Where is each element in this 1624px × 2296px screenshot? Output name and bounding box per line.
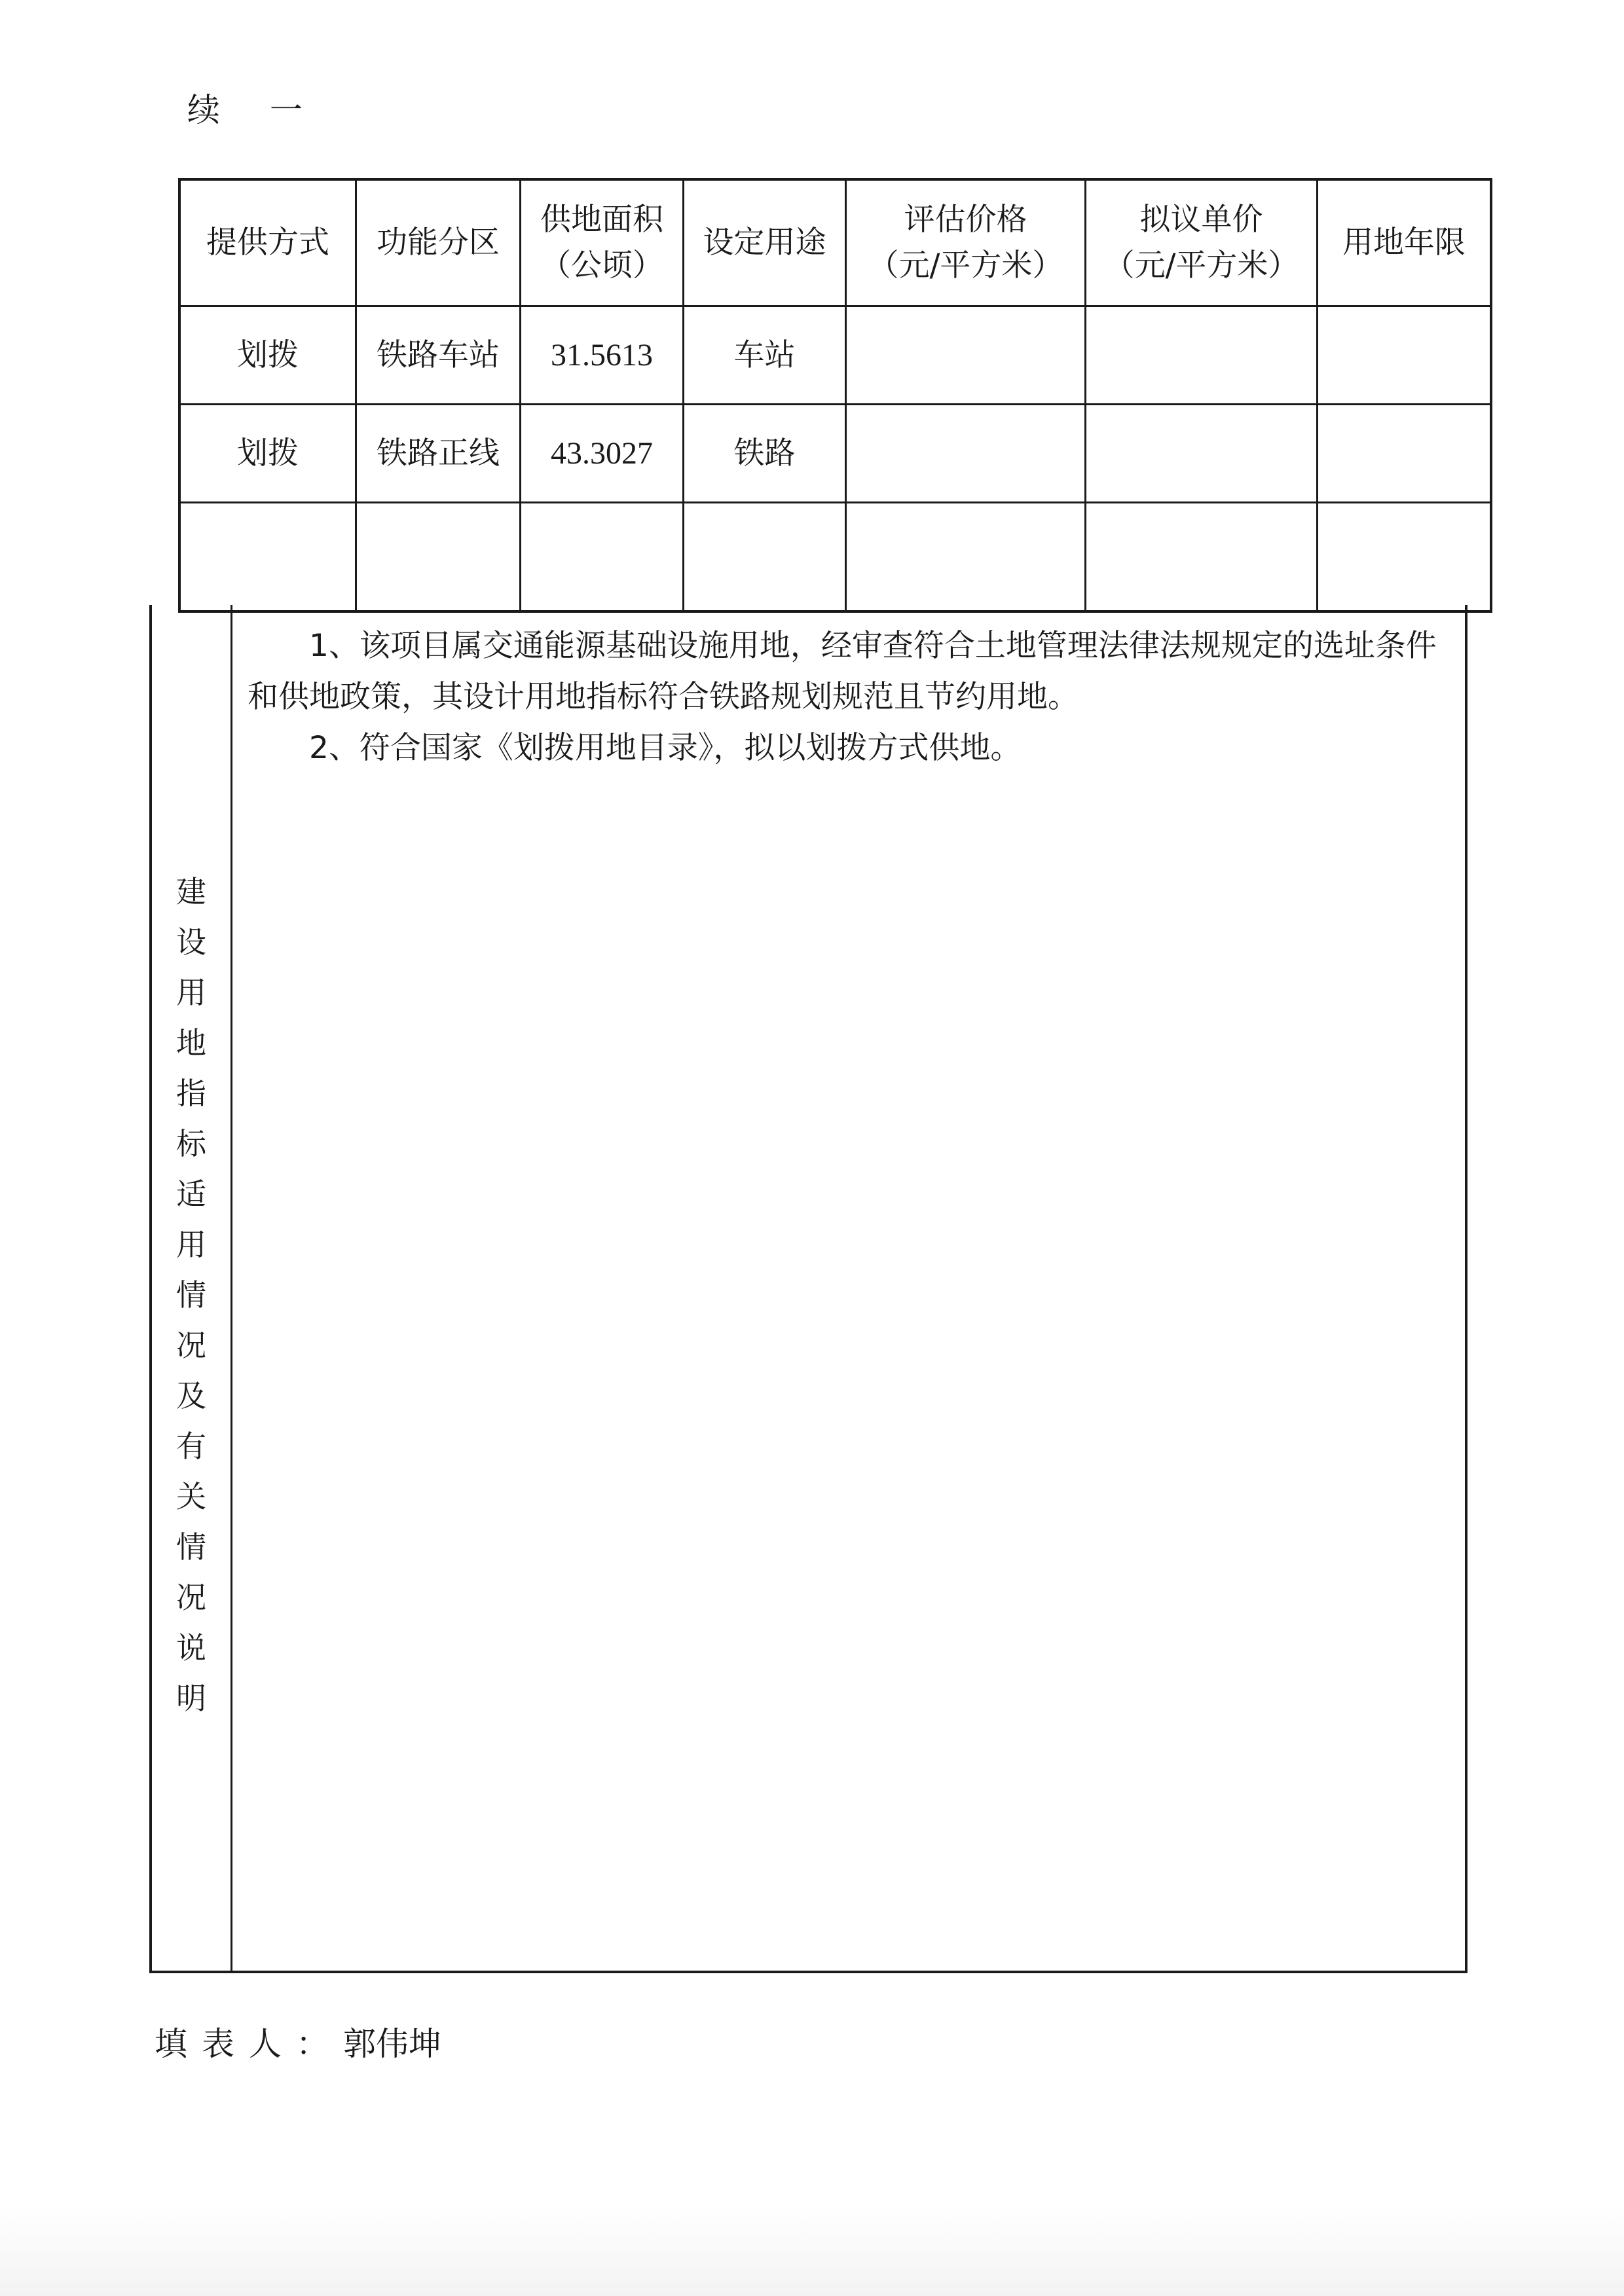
header-land-use-term: 用地年限 (1342, 225, 1466, 261)
table-cell: 43.3027 (551, 435, 653, 471)
notes-label-char: 明 (176, 1681, 206, 1716)
notes-divider (231, 605, 232, 1971)
table-cell (847, 307, 1084, 403)
table-cell: 铁路车站 (377, 337, 500, 373)
notes-label-char: 及 (176, 1378, 206, 1413)
filler-label: 填表人： (155, 2025, 343, 2063)
table-cell: 铁路 (733, 435, 796, 471)
table-cell (1086, 503, 1316, 610)
table-cell (1086, 307, 1316, 403)
notes-label-char: 设 (176, 924, 206, 960)
notes-label-char: 用 (176, 1227, 206, 1262)
supply-table (178, 178, 1492, 613)
notes-label-char: 适 (176, 1176, 206, 1212)
header-supply-method: 提供方式 (206, 225, 329, 261)
table-cell (684, 503, 845, 610)
header-proposed-unit-price: 拟议单价 （元/平方米） (1103, 202, 1299, 283)
notes-label-char: 建 (176, 874, 206, 909)
table-cell (1318, 405, 1490, 501)
notes-label-char: 地 (176, 1025, 206, 1061)
note-paragraph: 2、符合国家《划拨用地目录》，拟以划拨方式供地。 (309, 730, 1022, 766)
notes-label-char: 指 (176, 1076, 206, 1111)
table-cell (181, 503, 355, 610)
table-cell (521, 503, 682, 610)
table-cell (1318, 503, 1490, 610)
notes-label-char: 用 (176, 975, 206, 1010)
notes-section-label (152, 867, 231, 1724)
notes-label-char: 有 (176, 1429, 206, 1464)
table-cell (847, 405, 1084, 501)
table-cell (357, 503, 519, 610)
notes-body (248, 621, 1456, 774)
table-cell (1318, 307, 1490, 403)
table-cell (1086, 405, 1316, 501)
notes-label-char: 情 (176, 1277, 206, 1313)
header-land-area: 供地面积 （公顷） (540, 202, 663, 283)
table-cell: 31.5613 (551, 337, 653, 373)
notes-label-char: 关 (176, 1479, 206, 1514)
table-cell: 划拨 (237, 435, 299, 471)
table-cell: 铁路正线 (377, 435, 500, 471)
notes-label-char: 况 (176, 1580, 206, 1615)
notes-label-char: 况 (176, 1328, 206, 1363)
table-cell: 车站 (733, 337, 796, 373)
table-cell: 划拨 (237, 337, 299, 373)
header-intended-use: 设定用途 (703, 225, 826, 261)
notes-label-char: 说 (176, 1630, 206, 1666)
notes-section (149, 605, 1467, 1973)
filler-name: 郭伟坤 (343, 2025, 441, 2063)
notes-label-char: 标 (176, 1126, 206, 1161)
note-paragraph: 1、该项目属交通能源基础设施用地，经审查符合土地管理法律法规规定的选址条件和供地政策，其设计用地指标符合铁路规划规范且节约用地。 (248, 628, 1437, 715)
notes-label-char: 情 (176, 1529, 206, 1565)
continuation-label: 续 一 (187, 91, 322, 129)
header-function-zone: 功能分区 (377, 225, 500, 261)
form-filler (155, 2018, 441, 2065)
table-cell (847, 503, 1084, 610)
header-appraised-price: 评估价格 （元/平方米） (868, 202, 1063, 283)
